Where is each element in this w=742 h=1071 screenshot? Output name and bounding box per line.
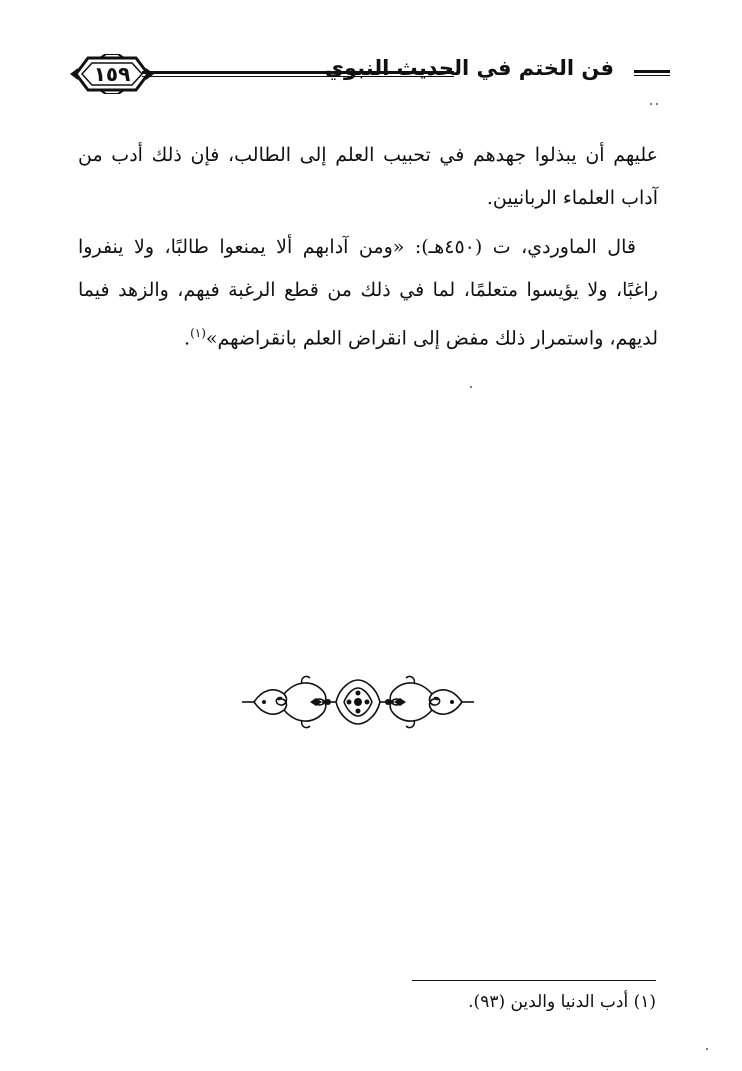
decorative-ornament-icon [240, 672, 476, 732]
scan-speck [706, 1048, 708, 1050]
footnote-marker: (١) [190, 326, 206, 340]
quote-text: قال الماوردي، ت (٤٥٠هـ): «ومن آدابهم ألا يمنعوا طالبًا، ولا ينفروا راغبًا، ولا يؤيسوا متعلمًا، لما في ذلك من قطع الرغبة فيهم، والزهد فيما لديهم، واستمرار ذلك مفض إلى انقراض العلم بانقراضهم» [78, 236, 658, 350]
scan-speck [470, 386, 472, 388]
quote-paragraph [78, 226, 658, 360]
scan-speck [656, 103, 658, 105]
sentence-end: . [184, 327, 191, 350]
footnote: (١) أدب الدنيا والدين (٩٣). [468, 992, 656, 1012]
header-mark [634, 70, 670, 76]
page-header [70, 52, 670, 96]
running-title: فن الختم في الحديث النبوي [324, 56, 614, 80]
paragraph: عليهم أن يبذلوا جهدهم في تحبيب العلم إلى الطالب، فإن ذلك أدب من آداب العلماء الربانيين. [78, 144, 658, 209]
page-number: ١٥٩ [93, 62, 131, 86]
main-text [78, 134, 658, 360]
footnote-rule [412, 980, 656, 981]
scan-speck [650, 103, 652, 105]
